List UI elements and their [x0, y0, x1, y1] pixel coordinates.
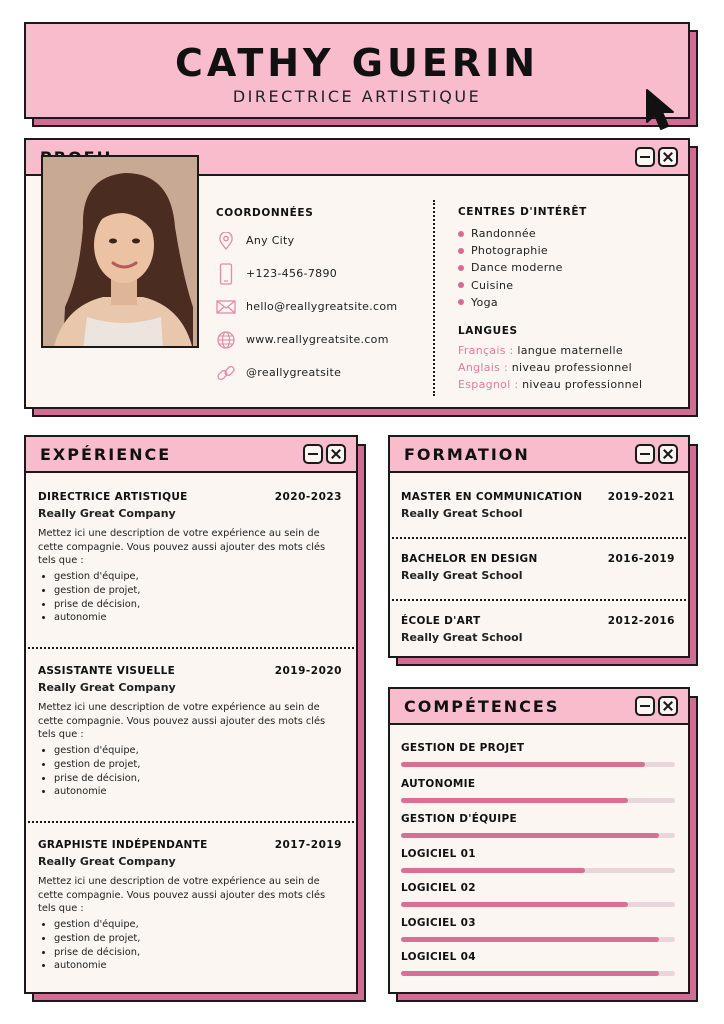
skill-item: [401, 917, 675, 942]
close-button[interactable]: [658, 696, 678, 716]
interest-item: Cuisine: [458, 277, 642, 294]
job-years: 2017-2019: [274, 839, 342, 851]
skill-item: [401, 742, 675, 767]
experience-window: [24, 435, 358, 994]
phone-icon: [216, 264, 236, 284]
mail-icon: [216, 297, 236, 317]
skill-bar-fill: [401, 833, 659, 838]
skill-bar: [401, 902, 675, 907]
profil-divider: [433, 200, 435, 396]
skill-name: LOGICIEL 03: [401, 917, 476, 929]
job-description: Mettez ici une description de votre expérience au sein de cette compagnie. Vous pouvez aussi ajouter des mots clés tels que :: [38, 876, 326, 915]
job-separator: [28, 821, 354, 823]
education-entry: [401, 553, 675, 582]
profile-photo: [41, 155, 199, 348]
location-icon: [216, 231, 236, 251]
experience-title: EXPÉRIENCE: [40, 444, 172, 464]
contact-item[interactable]: [216, 356, 397, 389]
skill-item: [401, 848, 675, 873]
minimize-button[interactable]: [635, 696, 655, 716]
job-title: ASSISTANTE VISUELLE: [38, 665, 176, 677]
close-button[interactable]: [658, 444, 678, 464]
interests-section: [458, 206, 642, 396]
interest-item: Photographie: [458, 242, 642, 259]
minimize-button[interactable]: [635, 147, 655, 167]
cursor-icon: [644, 88, 682, 132]
contact-text: www.reallygreatsite.com: [246, 333, 389, 346]
minimize-button[interactable]: [303, 444, 323, 464]
close-button[interactable]: [658, 147, 678, 167]
school-name: Really Great School: [401, 569, 523, 582]
education-entry: [401, 491, 675, 520]
header-banner: [24, 22, 690, 119]
job-separator: [28, 647, 354, 649]
job-description: Mettez ici une description de votre expérience au sein de cette compagnie. Vous pouvez aussi ajouter des mots clés tels que :: [38, 528, 326, 567]
job-years: 2019-2020: [274, 665, 342, 677]
skill-item: [401, 813, 675, 838]
skill-bar: [401, 762, 675, 767]
skill-item: [401, 882, 675, 907]
language-item: Anglais : niveau professionnel: [458, 361, 632, 375]
profil-window: [24, 138, 690, 409]
education-separator: [392, 599, 686, 601]
skill-bar-fill: [401, 868, 585, 873]
job-keywords: • gestion d'équipe, • gestion de projet, • prise de décision, • autonomie: [38, 744, 342, 799]
skill-bar: [401, 868, 675, 873]
competences-titlebar: [390, 689, 688, 725]
interest-item: Dance moderne: [458, 259, 642, 276]
degree-years: 2012-2016: [607, 615, 675, 627]
formation-window: [388, 435, 690, 658]
skill-item: [401, 778, 675, 803]
formation-title: FORMATION: [404, 444, 530, 464]
contact-list: [216, 224, 397, 389]
contact-text: Any City: [246, 234, 295, 247]
formation-titlebar: [390, 437, 688, 473]
contact-text: hello@reallygreatsite.com: [246, 300, 398, 313]
skill-bar-fill: [401, 937, 659, 942]
skill-bar: [401, 937, 675, 942]
person-name: CATHY GUERIN: [174, 41, 540, 85]
contact-item[interactable]: [216, 257, 397, 290]
contact-item[interactable]: [216, 290, 397, 323]
skill-bar-fill: [401, 798, 628, 803]
education-entry: [401, 615, 675, 644]
school-name: Really Great School: [401, 631, 523, 644]
job-company: Really Great Company: [38, 681, 176, 694]
job-keywords: • gestion d'équipe, • gestion de projet, • prise de décision, • autonomie: [38, 570, 342, 625]
degree-title: ÉCOLE D'ART: [401, 615, 481, 627]
skill-name: GESTION D'ÉQUIPE: [401, 813, 517, 825]
interests-title: CENTRES D'INTÉRÊT: [458, 206, 587, 218]
language-item: Espagnol : niveau professionnel: [458, 378, 643, 392]
contact-title: COORDONNÉES: [216, 207, 314, 219]
experience-titlebar: [26, 437, 356, 473]
contact-item[interactable]: [216, 323, 397, 356]
link-icon: [216, 363, 236, 383]
job-entry: [38, 491, 342, 625]
degree-years: 2019-2021: [607, 491, 675, 503]
person-role: DIRECTRICE ARTISTIQUE: [232, 87, 482, 106]
degree-title: BACHELOR EN DESIGN: [401, 553, 538, 565]
skill-bar: [401, 971, 675, 976]
interest-item: Yoga: [458, 294, 642, 311]
job-title: DIRECTRICE ARTISTIQUE: [38, 491, 188, 503]
competences-window: [388, 687, 690, 994]
skill-bar: [401, 833, 675, 838]
contact-text: +123-456-7890: [246, 267, 338, 280]
job-title: GRAPHISTE INDÉPENDANTE: [38, 839, 208, 851]
skill-name: LOGICIEL 04: [401, 951, 476, 963]
degree-title: MASTER EN COMMUNICATION: [401, 491, 583, 503]
skill-bar: [401, 798, 675, 803]
minimize-button[interactable]: [635, 444, 655, 464]
competences-title: COMPÉTENCES: [404, 696, 560, 716]
job-entry: [38, 665, 342, 799]
languages-title: LANGUES: [458, 324, 518, 337]
interest-item: Randonnée: [458, 225, 642, 242]
skill-name: LOGICIEL 01: [401, 848, 476, 860]
skill-item: [401, 951, 675, 976]
job-years: 2020-2023: [274, 491, 342, 503]
skill-bar-fill: [401, 971, 659, 976]
close-button[interactable]: [326, 444, 346, 464]
education-separator: [392, 537, 686, 539]
job-description: Mettez ici une description de votre expérience au sein de cette compagnie. Vous pouvez aussi ajouter des mots clés tels que :: [38, 702, 326, 741]
language-item: Français : langue maternelle: [458, 343, 623, 357]
school-name: Really Great School: [401, 507, 523, 520]
skill-bar-fill: [401, 902, 628, 907]
degree-years: 2016-2019: [607, 553, 675, 565]
job-keywords: • gestion d'équipe, • gestion de projet, • prise de décision, • autonomie: [38, 918, 342, 973]
job-company: Really Great Company: [38, 507, 176, 520]
skill-name: AUTONOMIE: [401, 778, 476, 790]
skill-name: GESTION DE PROJET: [401, 742, 525, 754]
skill-bar-fill: [401, 762, 645, 767]
job-company: Really Great Company: [38, 855, 176, 868]
skill-name: LOGICIEL 02: [401, 882, 476, 894]
contact-item[interactable]: [216, 224, 397, 257]
job-entry: [38, 839, 342, 973]
contact-text: @reallygreatsite: [246, 366, 342, 379]
globe-icon: [216, 330, 236, 350]
